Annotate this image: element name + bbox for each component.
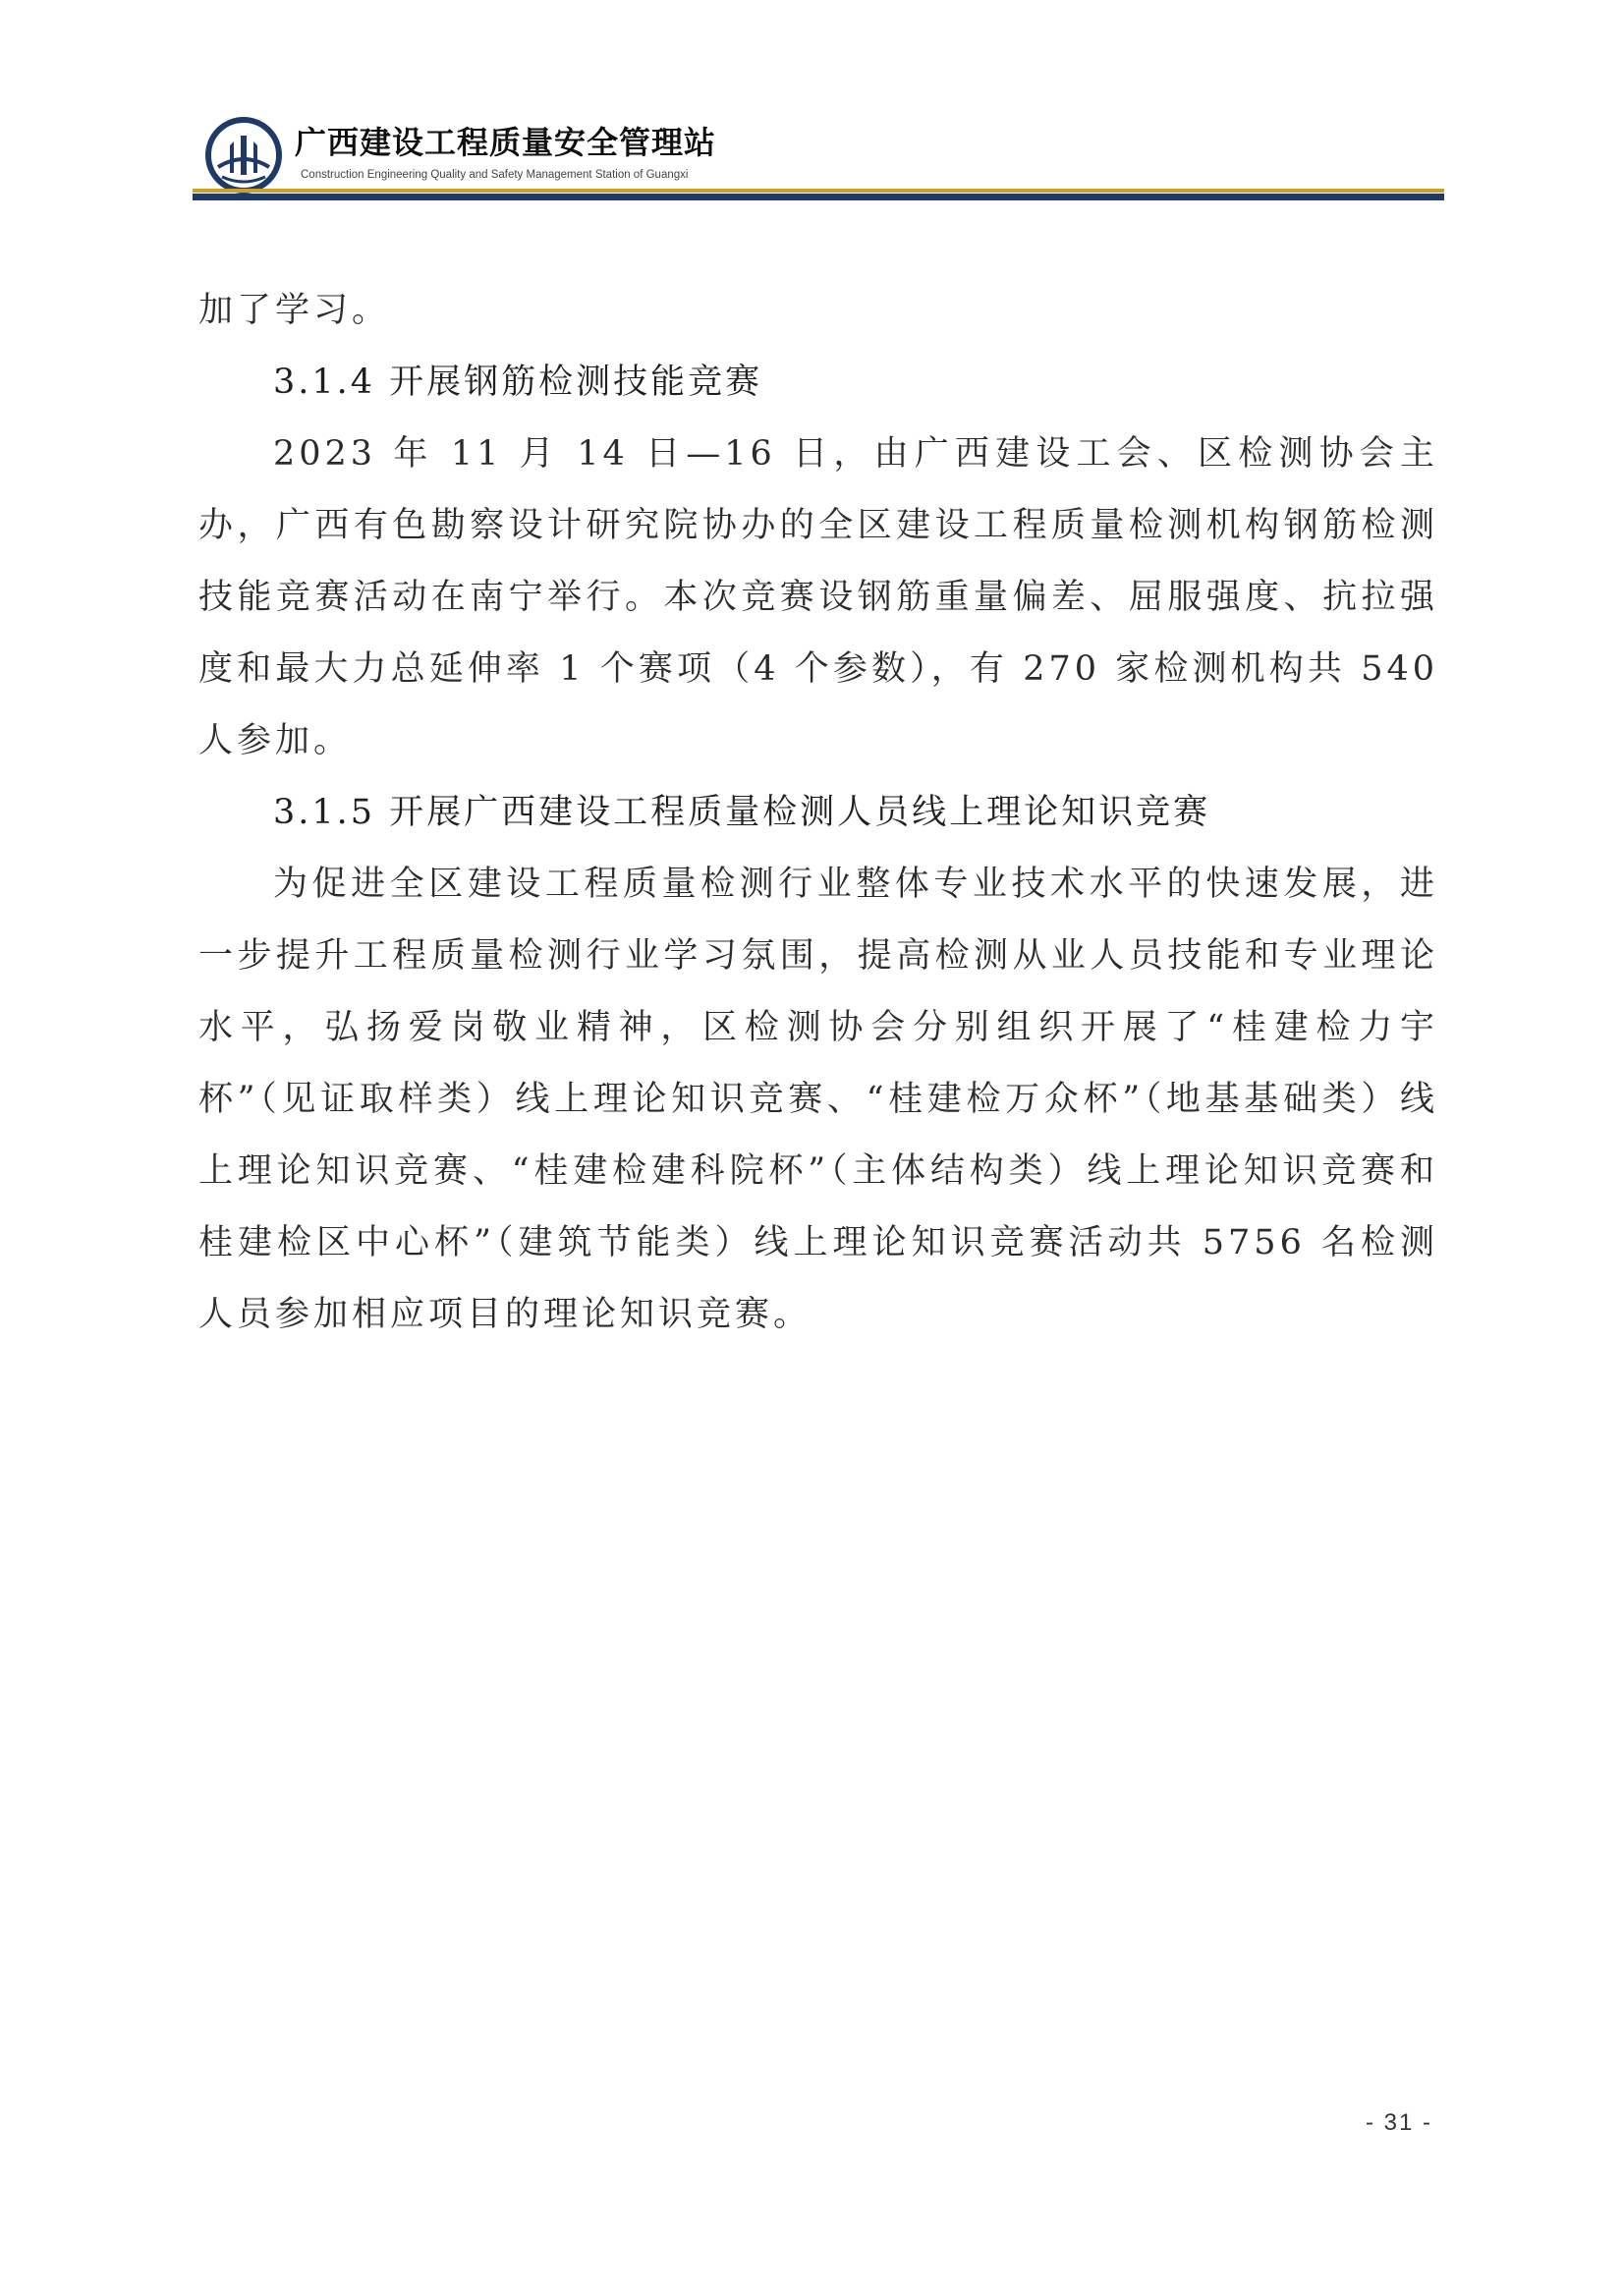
- guangxi-construction-logo-icon: [204, 116, 283, 195]
- page-number: - 31 -: [1366, 2109, 1433, 2136]
- header-gold-rule: [193, 189, 1444, 193]
- org-name-english: Construction Engineering Quality and Safety Management Station of Guangxi: [301, 169, 689, 181]
- section-paragraph-3-1-4: 2023 年 11 月 14 日—16 日，由广西建设工会、区检测协会主办，广西有色勘察设计研究院协办的全区建设工程质量检测机构钢筋检测技能竞赛活动在南宁举行。本次竞赛设钢筋重量偏差、屈服强度、抗拉强度和最大力总延伸率 1 个赛项（4 个参数），有 270 家检测机构共 540 人参加。: [198, 434, 1438, 760]
- section-paragraph-3-1-5: 为促进全区建设工程质量检测行业整体专业技术水平的快速发展，进一步提升工程质量检测行业学习氛围，提高检测从业人员技能和专业理论水平，弘扬爱岗敬业精神，区检测协会分别组织开展了“桂建检力宇杯”（见证取样类）线上理论知识竞赛、“桂建检万众杯”（地基基础类）线上理论知识竞赛、“桂建检建科院杯”（主体结构类）线上理论知识竞赛和桂建检区中心杯”（建筑节能类）线上理论知识竞赛活动共 5756 名检测人员参加相应项目的理论知识竞赛。: [198, 865, 1438, 1334]
- section-heading-3-1-5: 3.1.5 开展广西建设工程质量检测人员线上理论知识竞赛: [273, 793, 1211, 832]
- header-navy-rule: [193, 194, 1444, 200]
- continuation-text: 加了学习。: [198, 291, 391, 330]
- org-name: 广西建设工程质量安全管理站: [295, 124, 717, 161]
- document-body: [198, 275, 1438, 1351]
- section-heading-3-1-4: 3.1.4 开展钢筋检测技能竞赛: [273, 363, 763, 402]
